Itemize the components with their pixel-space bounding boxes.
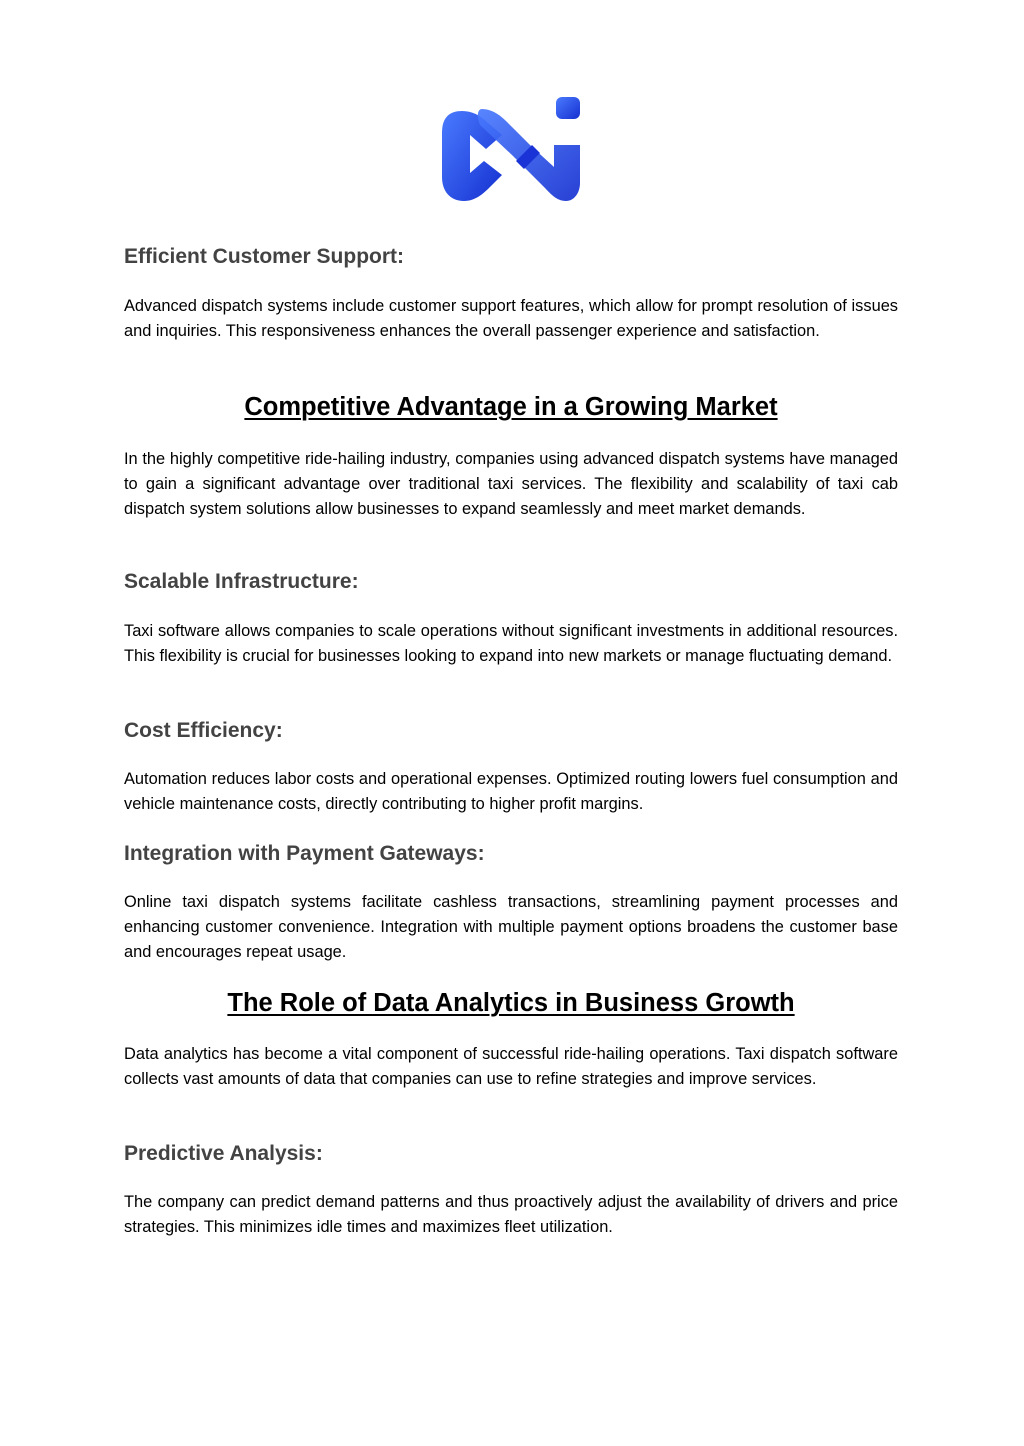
brand-logo-icon [440, 95, 582, 205]
subheading-predictive-analysis: Predictive Analysis: [124, 1142, 323, 1165]
paragraph-customer-support: Advanced dispatch systems include customer support features, which allow for prompt resolution of issues and inquiries. This responsiveness enhances the overall passenger experience and satisfaction. [124, 297, 898, 340]
heading-data-analytics: The Role of Data Analytics in Business Growth [227, 989, 795, 1017]
subheading-scalable-infrastructure: Scalable Infrastructure: [124, 570, 359, 593]
paragraph-data-analytics: Data analytics has become a vital component of successful ride-hailing operations. Taxi dispatch software collects vast amounts of data that companies can use to refine strategies and improve services. [124, 1045, 898, 1088]
paragraph-payment-gateways: Online taxi dispatch systems facilitate cashless transactions, streamlining payment processes and enhancing customer convenience. Integration with multiple payment options broadens the customer base and encourages repeat usage. [124, 893, 898, 961]
heading-competitive-advantage: Competitive Advantage in a Growing Market [244, 393, 778, 421]
paragraph-competitive-advantage: In the highly competitive ride-hailing industry, companies using advanced dispatch systems have managed to gain a significant advantage over traditional taxi services. The flexibility and scalability of taxi cab dispatch system solutions allow businesses to expand seamlessly and meet market demands. [124, 450, 898, 518]
paragraph-cost-efficiency: Automation reduces labor costs and operational expenses. Optimized routing lowers fuel consumption and vehicle maintenance costs, directly contributing to higher profit margins. [124, 770, 898, 813]
paragraph-scalable-infrastructure: Taxi software allows companies to scale operations without significant investments in additional resources. This flexibility is crucial for businesses looking to expand into new markets or manage fluctuating demand. [124, 622, 898, 665]
subheading-customer-support: Efficient Customer Support: [124, 245, 405, 268]
paragraph-predictive-analysis: The company can predict demand patterns and thus proactively adjust the availability of drivers and price strategies. This minimizes idle times and maximizes fleet utilization. [124, 1193, 898, 1236]
subheading-cost-efficiency: Cost Efficiency: [124, 719, 283, 742]
subheading-payment-gateways: Integration with Payment Gateways: [124, 842, 485, 865]
